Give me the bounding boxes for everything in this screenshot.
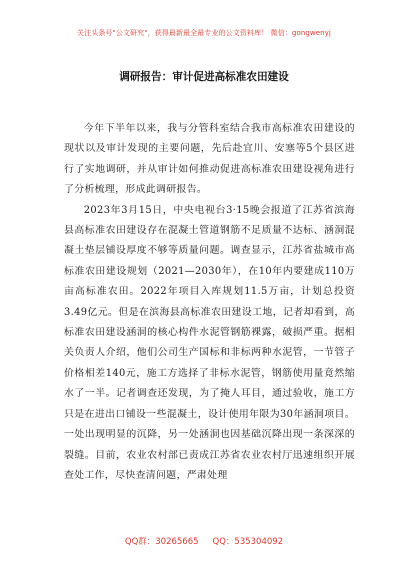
page-header-banner: 关注头条号"公文研究"，获得最新最全最专业的公文资料库！ 微信：gongwenyj (77, 29, 331, 37)
paragraph-intro: 今年下半年以来，我与分管科室结合我市高标准农田建设的现状以及审计发现的主要问题，先后赴宜川、安塞等5个县区进行了实地调研，并从审计如何推动促进高标准农田建设视角进行了分析梳理，形成此调研报告。 (64, 123, 355, 196)
paragraph-case: 2023年3月15日，中央电视台3·15晚会报道了江苏省滨海县高标准农田建设存在混凝土管道钢筋不足质量不达标、涵洞混凝土垫层铺设厚度不够等质量问题。调查显示，江苏省盐城市高标准农田建设规划（2021—2030年），在10年内要建成110万亩高标准农田。2022年项目入库规划11.5万亩，计划总投资3.49亿元。但是在滨海县高标准农田建设工地，记者却看到，高标准农田建设涵洞的核心构件水泥管钢筋裸露，破损严重。据相关负责人介绍，他们公司生产国标和非标两种水泥管，一节管子价格相差140元，施工方选择了非标水泥管，钢筋使用量竟然缩水了一半。记者调查还发现，为了掩人耳目，通过验收，施工方只是在进出口铺设一些混凝土，设计使用年限为30年涵洞项目。一处出现明显的沉降，另一处涵洞也因基础沉降出现一条深深的裂缝。目前，农业农村部已责成江苏省农业农村厅迅速组织开展查处工作，尽快查清问题，严肃处理 (64, 204, 355, 481)
footer-qq-group: QQ群：30265665 (124, 537, 199, 547)
footer-qq-number: QQ：535304092 (212, 537, 284, 547)
document-title: 调研报告：审计促进高标准农田建设 (119, 71, 289, 83)
document-body (64, 119, 355, 486)
page-footer (0, 535, 408, 547)
